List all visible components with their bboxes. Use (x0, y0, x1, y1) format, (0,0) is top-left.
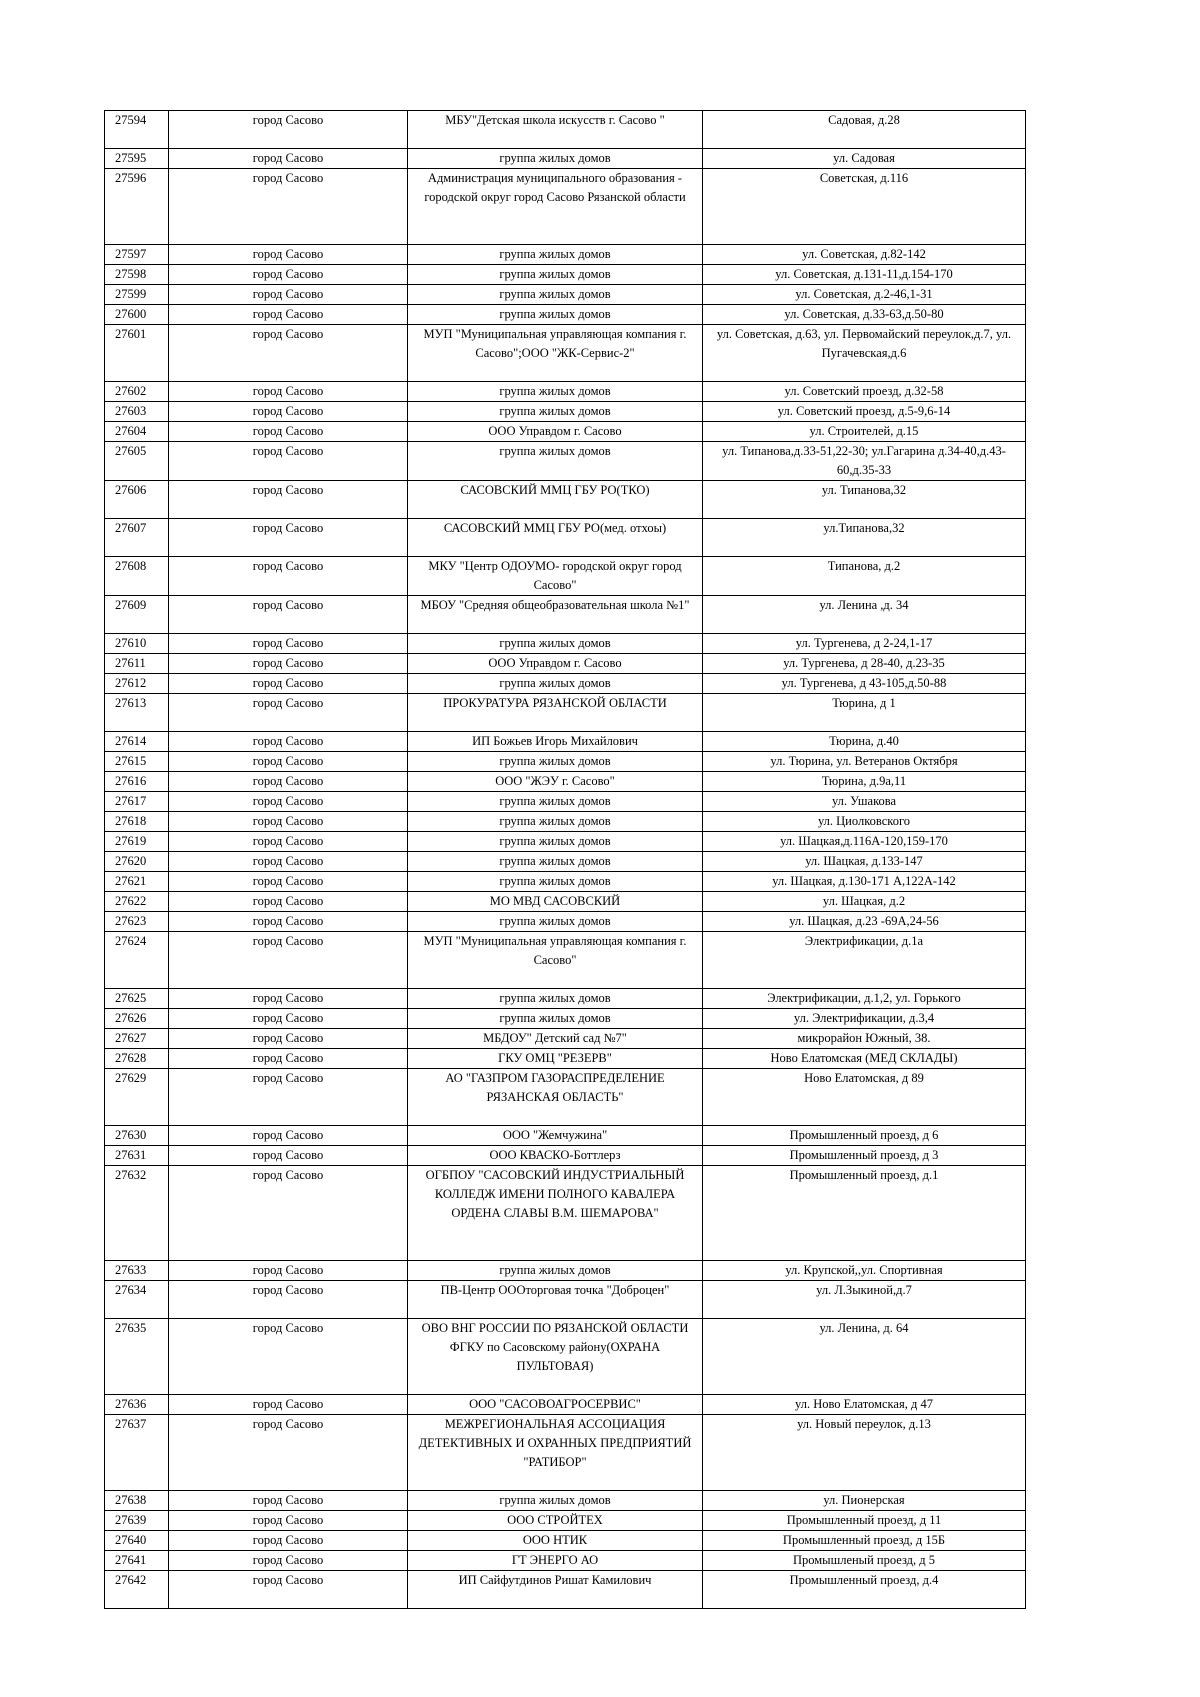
row-city: город Сасово (169, 989, 408, 1009)
row-city: город Сасово (169, 1261, 408, 1281)
table-row (105, 1146, 1026, 1166)
row-id: 27624 (105, 932, 169, 989)
row-id: 27627 (105, 1029, 169, 1049)
table-row (105, 912, 1026, 932)
row-address: ул.Типанова,32 (703, 519, 1026, 557)
row-organization: группа жилых домов (408, 812, 703, 832)
row-id: 27600 (105, 305, 169, 325)
table-row (105, 1261, 1026, 1281)
row-address: Промышленный проезд, д 15Б (703, 1531, 1026, 1551)
row-address: ул. Советская, д.63, ул. Первомайский переулок,д.7, ул. Пугачевская,д.6 (703, 325, 1026, 382)
row-address: ул. Шацкая, д.133-147 (703, 852, 1026, 872)
table-row (105, 519, 1026, 557)
row-organization: МБДОУ" Детский сад №7" (408, 1029, 703, 1049)
row-address: ул. Л.Зыкиной,д.7 (703, 1281, 1026, 1319)
row-city: город Сасово (169, 1166, 408, 1261)
table-row (105, 989, 1026, 1009)
row-city: город Сасово (169, 752, 408, 772)
table-row (105, 305, 1026, 325)
sites-table-body (105, 111, 1026, 1609)
row-organization: ООО Управдом г. Сасово (408, 654, 703, 674)
row-id: 27634 (105, 1281, 169, 1319)
row-id: 27609 (105, 596, 169, 634)
row-id: 27603 (105, 402, 169, 422)
row-city: город Сасово (169, 1281, 408, 1319)
row-city: город Сасово (169, 1491, 408, 1511)
row-organization: группа жилых домов (408, 752, 703, 772)
row-address: ул. Тюрина, ул. Ветеранов Октября (703, 752, 1026, 772)
row-address: ул. Ново Елатомская, д 47 (703, 1395, 1026, 1415)
row-address: ул. Тургенева, д 43-105,д.50-88 (703, 674, 1026, 694)
table-row (105, 1551, 1026, 1571)
row-city: город Сасово (169, 169, 408, 245)
row-address: Промышленный проезд, д.4 (703, 1571, 1026, 1609)
row-city: город Сасово (169, 634, 408, 654)
row-address: ул. Строителей, д.15 (703, 422, 1026, 442)
table-row (105, 1511, 1026, 1531)
row-city: город Сасово (169, 892, 408, 912)
row-id: 27635 (105, 1319, 169, 1395)
row-id: 27596 (105, 169, 169, 245)
table-row (105, 1029, 1026, 1049)
row-id: 27619 (105, 832, 169, 852)
row-city: город Сасово (169, 1319, 408, 1395)
row-city: город Сасово (169, 481, 408, 519)
row-id: 27630 (105, 1126, 169, 1146)
row-id: 27613 (105, 694, 169, 732)
row-organization: ГТ ЭНЕРГО АО (408, 1551, 703, 1571)
row-address: Электрификации, д.1,2, ул. Горького (703, 989, 1026, 1009)
row-city: город Сасово (169, 1531, 408, 1551)
row-city: город Сасово (169, 1511, 408, 1531)
table-row (105, 1415, 1026, 1491)
table-row (105, 481, 1026, 519)
row-city: город Сасово (169, 694, 408, 732)
row-city: город Сасово (169, 654, 408, 674)
row-city: город Сасово (169, 285, 408, 305)
row-address: ул. Крупской,,ул. Спортивная (703, 1261, 1026, 1281)
row-id: 27638 (105, 1491, 169, 1511)
row-organization: группа жилых домов (408, 285, 703, 305)
row-organization: АО "ГАЗПРОМ ГАЗОРАСПРЕДЕЛЕНИЕ РЯЗАНСКАЯ ОБЛАСТЬ" (408, 1069, 703, 1126)
row-organization: ОВО ВНГ РОССИИ ПО РЯЗАНСКОЙ ОБЛАСТИ ФГКУ по Сасовскому району(ОХРАНА ПУЛЬТОВАЯ) (408, 1319, 703, 1395)
table-row (105, 1319, 1026, 1395)
row-id: 27631 (105, 1146, 169, 1166)
table-row (105, 169, 1026, 245)
row-city: город Сасово (169, 305, 408, 325)
row-address: ул. Ленина, д. 64 (703, 1319, 1026, 1395)
row-address: Тюрина, д 1 (703, 694, 1026, 732)
row-city: город Сасово (169, 1551, 408, 1571)
row-id: 27614 (105, 732, 169, 752)
row-city: город Сасово (169, 325, 408, 382)
row-city: город Сасово (169, 245, 408, 265)
row-organization: группа жилых домов (408, 852, 703, 872)
row-city: город Сасово (169, 852, 408, 872)
table-row (105, 1166, 1026, 1261)
table-row (105, 1069, 1026, 1126)
row-city: город Сасово (169, 111, 408, 149)
row-city: город Сасово (169, 732, 408, 752)
row-organization: группа жилых домов (408, 634, 703, 654)
row-organization: группа жилых домов (408, 245, 703, 265)
row-id: 27623 (105, 912, 169, 932)
table-row (105, 382, 1026, 402)
row-city: город Сасово (169, 1146, 408, 1166)
row-city: город Сасово (169, 382, 408, 402)
row-organization: группа жилых домов (408, 674, 703, 694)
row-address: Промышленный проезд, д.1 (703, 1166, 1026, 1261)
row-address: ул. Электрификации, д.3,4 (703, 1009, 1026, 1029)
row-city: город Сасово (169, 932, 408, 989)
row-organization: ГКУ ОМЦ "РЕЗЕРВ" (408, 1049, 703, 1069)
row-id: 27607 (105, 519, 169, 557)
row-organization: МЕЖРЕГИОНАЛЬНАЯ АССОЦИАЦИЯ ДЕТЕКТИВНЫХ И ОХРАННЫХ ПРЕДПРИЯТИЙ "РАТИБОР" (408, 1415, 703, 1491)
row-organization: САСОВСКИЙ ММЦ ГБУ РО(мед. отхоы) (408, 519, 703, 557)
table-row (105, 325, 1026, 382)
table-row (105, 872, 1026, 892)
row-address: Промышленный проезд, д 11 (703, 1511, 1026, 1531)
row-organization: САСОВСКИЙ ММЦ ГБУ РО(ТКО) (408, 481, 703, 519)
table-row (105, 812, 1026, 832)
row-organization: группа жилых домов (408, 265, 703, 285)
row-address: ул. Тургенева, д 28-40, д.23-35 (703, 654, 1026, 674)
row-organization: ИП Сайфутдинов Ришат Камилович (408, 1571, 703, 1609)
row-id: 27615 (105, 752, 169, 772)
table-row (105, 634, 1026, 654)
row-city: город Сасово (169, 519, 408, 557)
row-id: 27606 (105, 481, 169, 519)
row-id: 27610 (105, 634, 169, 654)
table-row (105, 265, 1026, 285)
table-row (105, 1126, 1026, 1146)
row-address: Советская, д.116 (703, 169, 1026, 245)
table-row (105, 557, 1026, 596)
row-city: город Сасово (169, 872, 408, 892)
table-row (105, 422, 1026, 442)
row-id: 27637 (105, 1415, 169, 1491)
table-row (105, 111, 1026, 149)
row-organization: группа жилых домов (408, 989, 703, 1009)
row-organization: группа жилых домов (408, 305, 703, 325)
table-row (105, 772, 1026, 792)
row-organization: группа жилых домов (408, 872, 703, 892)
row-city: город Сасово (169, 674, 408, 694)
row-address: ул. Типанова,32 (703, 481, 1026, 519)
row-id: 27629 (105, 1069, 169, 1126)
row-address: ул. Шацкая, д.130-171 А,122А-142 (703, 872, 1026, 892)
table-row (105, 932, 1026, 989)
table-row (105, 694, 1026, 732)
table-row (105, 596, 1026, 634)
row-organization: ООО СТРОЙТЕХ (408, 1511, 703, 1531)
table-row (105, 732, 1026, 752)
table-row (105, 852, 1026, 872)
row-address: Промышленный проезд, д 3 (703, 1146, 1026, 1166)
row-organization: ПВ-Центр ОООторговая точка "Доброцен" (408, 1281, 703, 1319)
row-address: Электрификации, д.1а (703, 932, 1026, 989)
row-city: город Сасово (169, 557, 408, 596)
row-address: ул. Шацкая, д.23 -69А,24-56 (703, 912, 1026, 932)
row-address: Промышленный проезд, д 6 (703, 1126, 1026, 1146)
row-address: Ново Елатомская, д 89 (703, 1069, 1026, 1126)
row-id: 27642 (105, 1571, 169, 1609)
row-city: город Сасово (169, 792, 408, 812)
row-id: 27616 (105, 772, 169, 792)
row-address: Садовая, д.28 (703, 111, 1026, 149)
table-row (105, 752, 1026, 772)
row-address: ул. Тургенева, д 2-24,1-17 (703, 634, 1026, 654)
row-id: 27628 (105, 1049, 169, 1069)
row-id: 27602 (105, 382, 169, 402)
row-address: ул. Ушакова (703, 792, 1026, 812)
row-organization: группа жилых домов (408, 1009, 703, 1029)
row-id: 27622 (105, 892, 169, 912)
row-id: 27595 (105, 149, 169, 169)
row-id: 27632 (105, 1166, 169, 1261)
row-city: город Сасово (169, 402, 408, 422)
row-organization: ООО Управдом г. Сасово (408, 422, 703, 442)
row-id: 27625 (105, 989, 169, 1009)
row-organization: МУП "Муниципальная управляющая компания г. Сасово";ООО "ЖК-Сервис-2" (408, 325, 703, 382)
row-organization: МБОУ "Средняя общеобразовательная школа №1" (408, 596, 703, 634)
row-address: ул. Советская, д.82-142 (703, 245, 1026, 265)
row-address: ул. Типанова,д.33-51,22-30; ул.Гагарина д.34-40,д.43-60,д.35-33 (703, 442, 1026, 481)
row-address: ул. Ленина ,д. 34 (703, 596, 1026, 634)
row-id: 27626 (105, 1009, 169, 1029)
row-organization: группа жилых домов (408, 792, 703, 812)
row-id: 27620 (105, 852, 169, 872)
table-row (105, 442, 1026, 481)
row-organization: группа жилых домов (408, 382, 703, 402)
row-city: город Сасово (169, 1415, 408, 1491)
row-organization: МУП "Муниципальная управляющая компания г. Сасово" (408, 932, 703, 989)
table-row (105, 832, 1026, 852)
row-organization: ПРОКУРАТУРА РЯЗАНСКОЙ ОБЛАСТИ (408, 694, 703, 732)
row-city: город Сасово (169, 265, 408, 285)
row-id: 27594 (105, 111, 169, 149)
table-row (105, 285, 1026, 305)
table-row (105, 674, 1026, 694)
row-organization: МКУ "Центр ОДОУМО- городской округ город Сасово" (408, 557, 703, 596)
row-address: ул. Шацкая,д.116А-120,159-170 (703, 832, 1026, 852)
row-city: город Сасово (169, 832, 408, 852)
row-id: 27640 (105, 1531, 169, 1551)
row-city: город Сасово (169, 1049, 408, 1069)
row-address: ул. Пионерская (703, 1491, 1026, 1511)
row-address: Ново Елатомская (МЕД СКЛАДЫ) (703, 1049, 1026, 1069)
row-address: Типанова, д.2 (703, 557, 1026, 596)
row-id: 27599 (105, 285, 169, 305)
table-row (105, 1009, 1026, 1029)
row-organization: Администрация муниципального образования - городской округ город Сасово Рязанской области (408, 169, 703, 245)
row-organization: ООО НТИК (408, 1531, 703, 1551)
row-address: Тюрина, д.9а,11 (703, 772, 1026, 792)
row-city: город Сасово (169, 1571, 408, 1609)
row-address: Тюрина, д.40 (703, 732, 1026, 752)
row-city: город Сасово (169, 442, 408, 481)
row-city: город Сасово (169, 772, 408, 792)
table-row (105, 149, 1026, 169)
row-city: город Сасово (169, 596, 408, 634)
row-city: город Сасово (169, 1009, 408, 1029)
row-organization: группа жилых домов (408, 912, 703, 932)
table-row (105, 1281, 1026, 1319)
row-organization: МО МВД САСОВСКИЙ (408, 892, 703, 912)
row-organization: ООО КВАСКО-Боттлерз (408, 1146, 703, 1166)
row-address: ул. Советская, д.33-63,д.50-80 (703, 305, 1026, 325)
row-id: 27604 (105, 422, 169, 442)
row-id: 27601 (105, 325, 169, 382)
row-id: 27639 (105, 1511, 169, 1531)
sites-table (104, 110, 1026, 1609)
row-address: ул. Садовая (703, 149, 1026, 169)
row-organization: ООО "САСОВОАГРОСЕРВИС" (408, 1395, 703, 1415)
row-address: ул. Советская, д.2-46,1-31 (703, 285, 1026, 305)
row-address: ул. Советский проезд, д.5-9,6-14 (703, 402, 1026, 422)
row-id: 27636 (105, 1395, 169, 1415)
row-organization: группа жилых домов (408, 149, 703, 169)
row-address: ул. Советский проезд, д.32-58 (703, 382, 1026, 402)
table-row (105, 402, 1026, 422)
row-address: микрорайон Южный, 38. (703, 1029, 1026, 1049)
row-city: город Сасово (169, 812, 408, 832)
row-organization: группа жилых домов (408, 442, 703, 481)
row-city: город Сасово (169, 1126, 408, 1146)
row-city: город Сасово (169, 149, 408, 169)
row-address: ул. Советская, д.131-11,д.154-170 (703, 265, 1026, 285)
row-id: 27611 (105, 654, 169, 674)
row-city: город Сасово (169, 1069, 408, 1126)
row-organization: группа жилых домов (408, 402, 703, 422)
row-organization: МБУ"Детская школа искусств г. Сасово " (408, 111, 703, 149)
table-row (105, 1531, 1026, 1551)
table-row (105, 654, 1026, 674)
row-city: город Сасово (169, 1395, 408, 1415)
row-organization: ООО "ЖЭУ г. Сасово" (408, 772, 703, 792)
row-id: 27598 (105, 265, 169, 285)
row-organization: группа жилых домов (408, 1261, 703, 1281)
table-row (105, 792, 1026, 812)
table-row (105, 1571, 1026, 1609)
row-id: 27605 (105, 442, 169, 481)
row-organization: ООО "Жемчужина" (408, 1126, 703, 1146)
row-city: город Сасово (169, 422, 408, 442)
row-id: 27641 (105, 1551, 169, 1571)
row-address: Промышленый проезд, д 5 (703, 1551, 1026, 1571)
row-organization: ОГБПОУ "САСОВСКИЙ ИНДУСТРИАЛЬНЫЙ КОЛЛЕДЖ ИМЕНИ ПОЛНОГО КАВАЛЕРА ОРДЕНА СЛАВЫ В.М. ШЕМАРОВА" (408, 1166, 703, 1261)
row-id: 27608 (105, 557, 169, 596)
table-row (105, 1395, 1026, 1415)
row-id: 27618 (105, 812, 169, 832)
row-id: 27597 (105, 245, 169, 265)
row-address: ул. Новый переулок, д.13 (703, 1415, 1026, 1491)
table-row (105, 1049, 1026, 1069)
row-address: ул. Циолковского (703, 812, 1026, 832)
row-id: 27633 (105, 1261, 169, 1281)
table-row (105, 892, 1026, 912)
row-id: 27612 (105, 674, 169, 694)
row-city: город Сасово (169, 912, 408, 932)
table-row (105, 1491, 1026, 1511)
row-id: 27617 (105, 792, 169, 812)
row-id: 27621 (105, 872, 169, 892)
row-organization: группа жилых домов (408, 832, 703, 852)
table-row (105, 245, 1026, 265)
row-city: город Сасово (169, 1029, 408, 1049)
row-address: ул. Шацкая, д.2 (703, 892, 1026, 912)
row-organization: группа жилых домов (408, 1491, 703, 1511)
row-organization: ИП Божьев Игорь Михайлович (408, 732, 703, 752)
